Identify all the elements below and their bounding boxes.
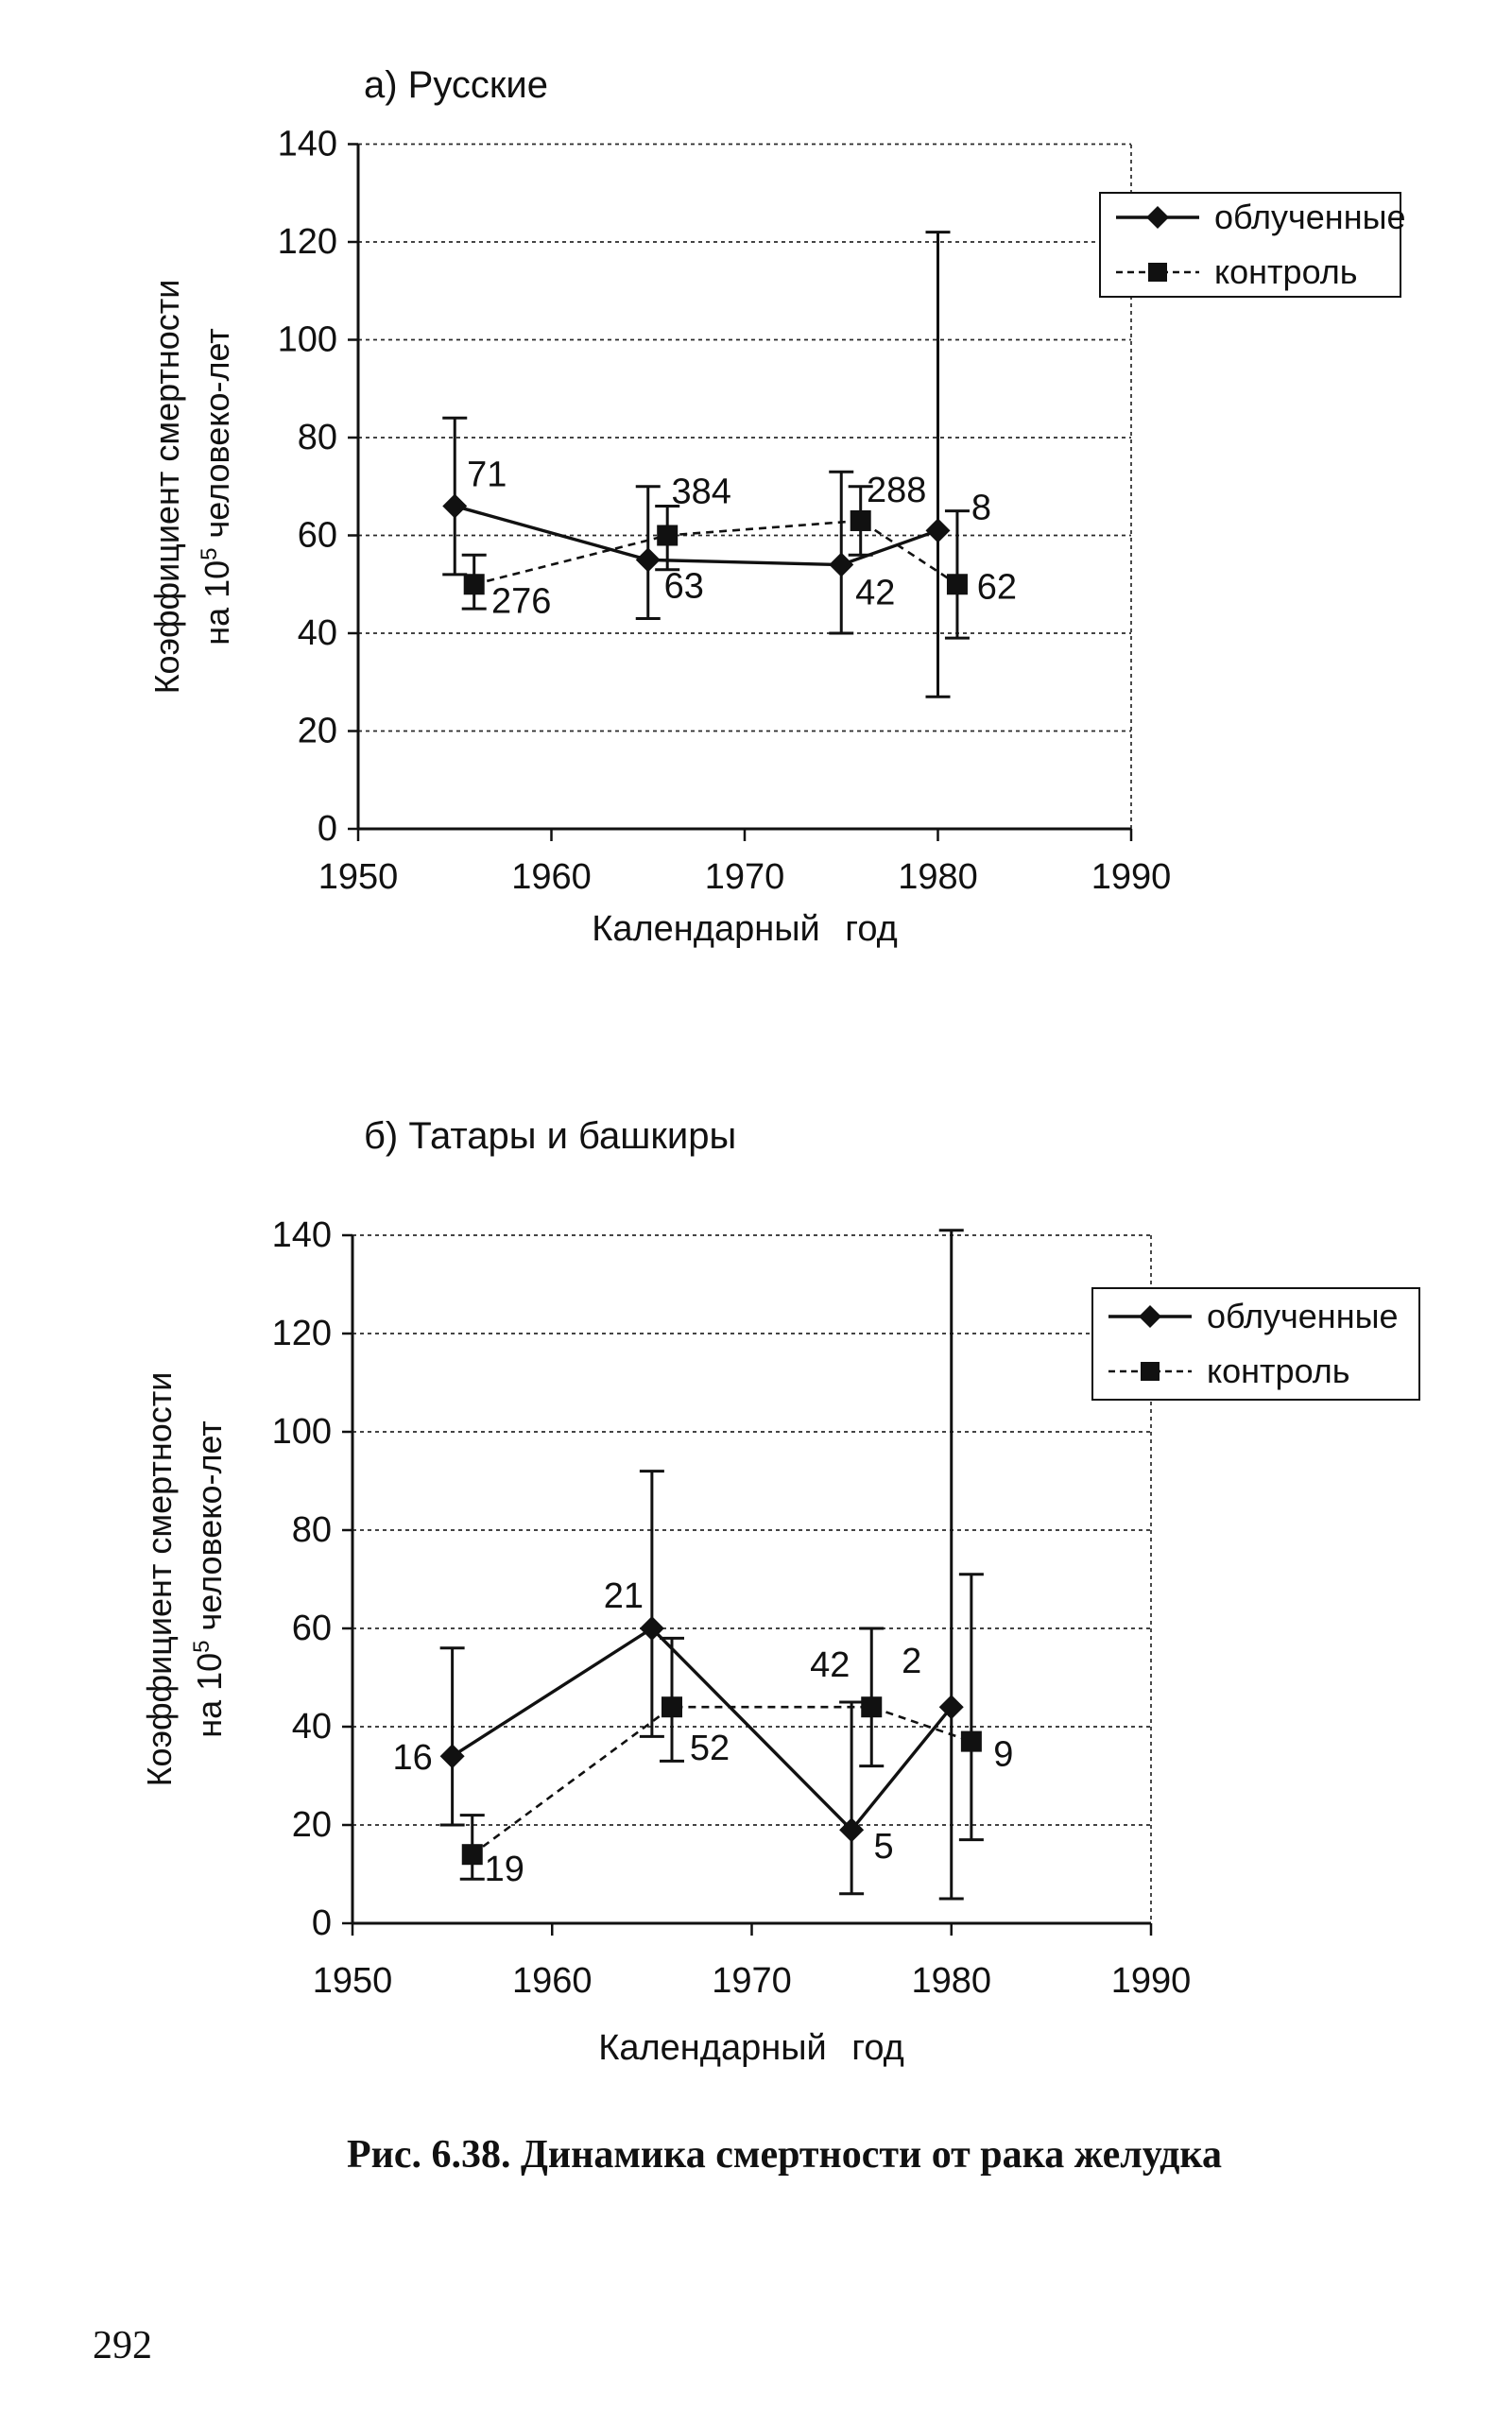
diamond-marker-sample bbox=[1107, 1302, 1194, 1331]
y-axis-label-line2-suffix: человеко-лет bbox=[198, 328, 236, 548]
data-point-label: 8 bbox=[971, 488, 992, 528]
y-tick-label: 120 bbox=[271, 1314, 332, 1353]
y-tick-label: 100 bbox=[271, 1412, 332, 1452]
square-marker-sample bbox=[1114, 258, 1201, 286]
data-point-label: 62 bbox=[976, 567, 1018, 608]
chart-a-x-axis-label: Календарный год bbox=[592, 909, 898, 949]
x-tick-label: 1970 bbox=[704, 857, 785, 897]
data-point-label: 9 bbox=[993, 1734, 1014, 1775]
data-point-marker-diamond bbox=[440, 1744, 465, 1768]
data-point-label: 19 bbox=[484, 1850, 524, 1890]
data-point-label: 42 bbox=[810, 1645, 850, 1686]
data-point-label: 16 bbox=[392, 1738, 433, 1779]
y-tick-label: 0 bbox=[317, 809, 337, 849]
chart-a-legend bbox=[1099, 192, 1406, 298]
page-number: 292 bbox=[93, 2324, 152, 2367]
legend-item-exposed bbox=[1107, 1297, 1405, 1336]
data-point-marker-diamond bbox=[926, 518, 951, 542]
superscript-5: 5 bbox=[197, 547, 222, 560]
y-tick-label: 140 bbox=[277, 124, 337, 164]
legend-label-exposed: облученные bbox=[1214, 198, 1406, 236]
chart-b-title: б) Татары и башкиры bbox=[364, 1115, 737, 1157]
data-point-marker-square bbox=[462, 1844, 483, 1865]
chart-b-y-axis-label bbox=[138, 1277, 229, 1882]
data-point-marker-diamond bbox=[442, 493, 467, 518]
y-tick-label: 100 bbox=[277, 319, 337, 360]
legend-item-control bbox=[1107, 1351, 1405, 1391]
x-tick-label: 1950 bbox=[312, 1961, 393, 2001]
x-tick-label: 1990 bbox=[1091, 857, 1172, 897]
y-tick-label: 40 bbox=[297, 613, 337, 653]
y-axis-label-line2: на 10 bbox=[190, 1652, 229, 1738]
square-marker-sample bbox=[1107, 1357, 1194, 1386]
diamond-marker-sample bbox=[1114, 203, 1201, 232]
y-tick-label: 0 bbox=[311, 1903, 332, 1943]
x-tick-label: 1960 bbox=[511, 1961, 593, 2001]
data-point-marker-square bbox=[850, 510, 871, 531]
y-axis-label-line1: Коэффициент смертности bbox=[140, 1371, 179, 1787]
y-tick-label: 20 bbox=[291, 1805, 332, 1845]
data-point-label: 276 bbox=[490, 581, 552, 622]
y-axis-label-line2: на 10 bbox=[198, 559, 236, 646]
legend-label-control: контроль bbox=[1214, 252, 1358, 291]
y-axis-label-line1: Коэффициент смертности bbox=[147, 279, 186, 695]
y-tick-label: 140 bbox=[271, 1215, 332, 1255]
data-point-marker-square bbox=[947, 574, 968, 594]
x-tick-label: 1990 bbox=[1110, 1961, 1192, 2001]
y-tick-label: 40 bbox=[291, 1707, 332, 1747]
legend-item-exposed bbox=[1114, 198, 1406, 237]
figure-caption-number: Рис. 6.38. bbox=[347, 2133, 511, 2177]
data-point-label: 288 bbox=[866, 470, 927, 510]
x-tick-label: 1980 bbox=[911, 1961, 992, 2001]
data-point-marker-square bbox=[861, 1696, 882, 1717]
x-tick-label: 1970 bbox=[712, 1961, 792, 2001]
x-tick-label: 1950 bbox=[318, 857, 399, 897]
x-tick-label: 1960 bbox=[511, 857, 592, 897]
y-tick-label: 80 bbox=[291, 1510, 332, 1550]
data-point-marker-square bbox=[662, 1696, 682, 1717]
y-axis-label-line2-suffix: человеко-лет bbox=[190, 1420, 229, 1641]
data-point-label: 5 bbox=[873, 1827, 894, 1868]
data-point-label: 21 bbox=[603, 1576, 644, 1616]
data-point-label: 52 bbox=[689, 1729, 730, 1769]
legend-item-control bbox=[1114, 252, 1386, 292]
data-point-label: 71 bbox=[467, 455, 507, 495]
x-tick-label: 1980 bbox=[898, 857, 978, 897]
data-point-marker-square bbox=[961, 1731, 982, 1752]
chart-a-y-axis-label bbox=[146, 184, 236, 789]
data-point-marker-square bbox=[464, 574, 485, 594]
legend-label-exposed: облученные bbox=[1207, 1297, 1399, 1335]
y-tick-label: 80 bbox=[297, 418, 337, 457]
y-tick-label: 120 bbox=[277, 222, 337, 262]
y-tick-label: 60 bbox=[297, 515, 337, 556]
data-point-label: 42 bbox=[855, 573, 896, 613]
data-point-marker-square bbox=[657, 525, 678, 546]
figure-caption-text: Динамика смертности от рака желудка bbox=[510, 2133, 1222, 2177]
y-tick-label: 20 bbox=[297, 711, 337, 751]
figure-caption bbox=[312, 2132, 1257, 2178]
chart-b-x-axis-label: Календарный год bbox=[598, 2028, 904, 2068]
chart-a-title: а) Русские bbox=[364, 64, 548, 106]
data-point-label: 2 bbox=[902, 1642, 922, 1682]
chart-b-legend bbox=[1091, 1287, 1420, 1401]
data-point-label: 384 bbox=[671, 472, 731, 512]
superscript-5: 5 bbox=[189, 1640, 215, 1653]
data-point-label: 63 bbox=[663, 566, 704, 607]
y-tick-label: 60 bbox=[291, 1609, 332, 1648]
legend-label-control: контроль bbox=[1207, 1351, 1350, 1390]
